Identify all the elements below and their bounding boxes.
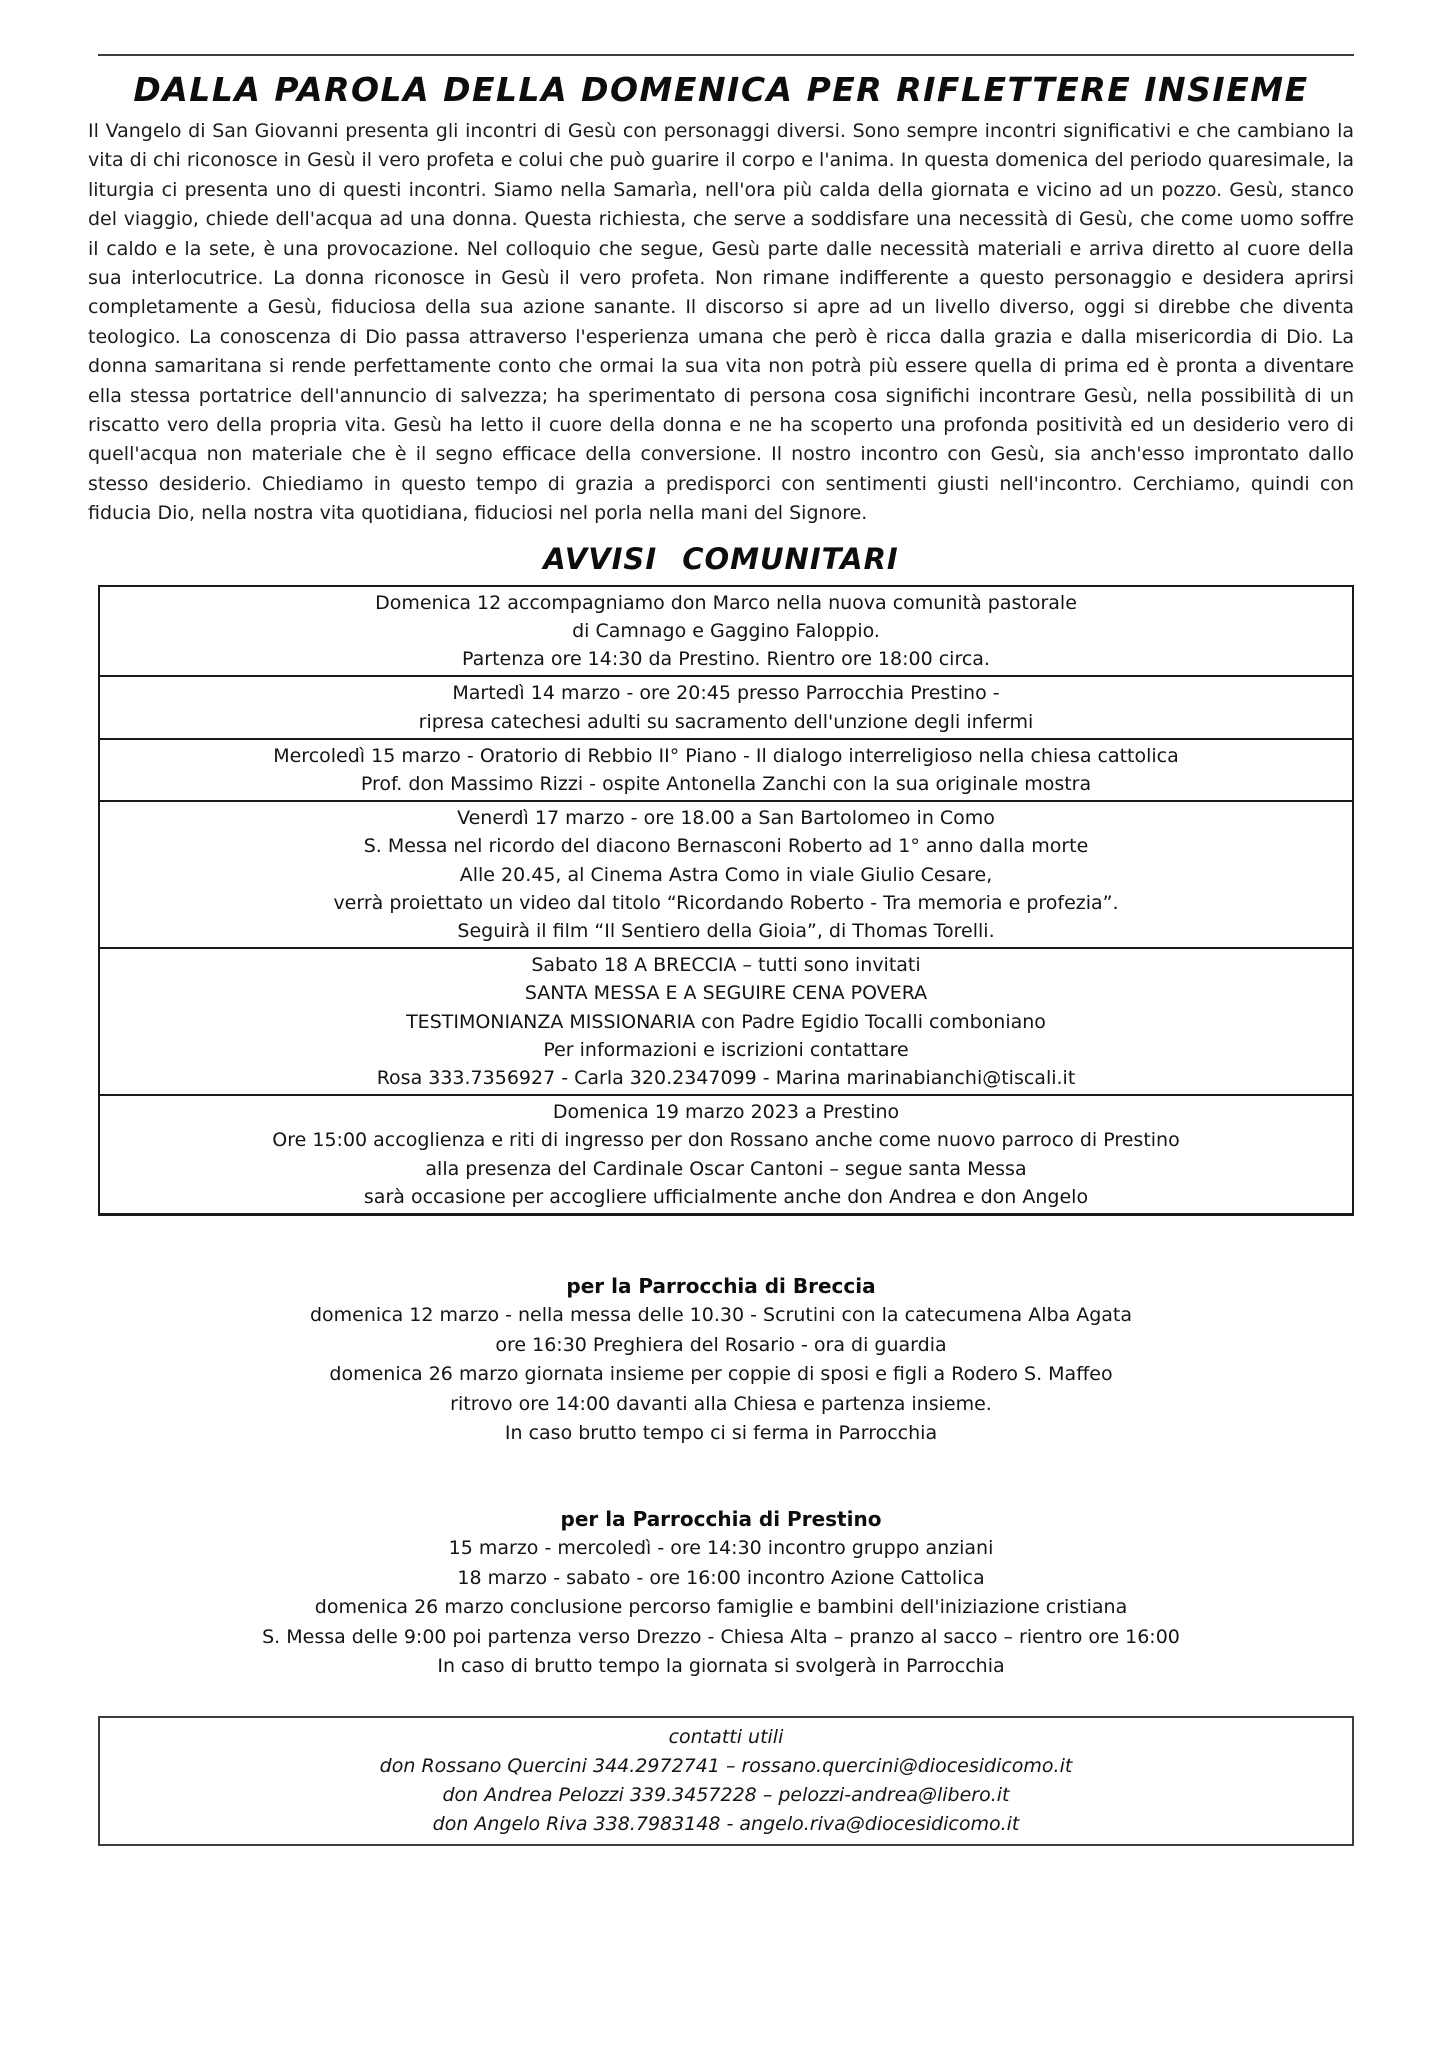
intro-paragraph: Il Vangelo di San Giovanni presenta gli incontri di Gesù con personaggi diversi. Sono sempre incontri significativi e che cambiano la vita di chi riconosce in Gesù il vero profeta e colui che può guarire il corpo e l'anima. In questa domenica del periodo quaresimale, la liturgia ci presenta uno di questi incontri. Siamo nella Samarìa, nell'ora più calda della giornata e vicino ad un pozzo. Gesù, stanco del viaggio, chiede dell'acqua ad una donna. Questa richiesta, che serve a soddisfare una necessità di Gesù, che come uomo soffre il caldo e la sete, è una provocazione. Nel colloquio che segue, Gesù parte dalle necessità materiali e arriva diretto al cuore della sua interlocutrice. La donna riconosce in Gesù il vero profeta. Non rimane indifferente a questo personaggio e desidera aprirsi completamente a Gesù, fiduciosa della sua azione sanante. Il discorso si apre ad un livello diverso, oggi si direbbe che diventa teologico. La conoscenza di Dio passa attraverso l'esperienza umana che però è ricca dalla grazia e dalla misericordia di Dio. La donna samaritana si rende perfettamente conto che ormai la sua vita non potrà più essere quella di prima ed è pronta a diventare ella stessa portatrice dell'annuncio di salvezza; ha sperimentato di persona cosa significhi incontrare Gesù, nella possibilità di un riscatto vero della propria vita. Gesù ha letto il cuore della donna e ne ha scoperto una profonda positività ed un desiderio vero di quell'acqua non materiale che è il segno efficace della conversione. Il nostro incontro con Gesù, sia anch'esso improntato dallo stesso desiderio. Chiediamo in questo tempo di grazia a predisporci con sentimenti giusti nell'incontro. Cerchiamo, quindi con fiducia Dio, nella nostra vita quotidiana, fiduciosi nel porla nella mani del Signore. bbox=[88, 120, 1354, 525]
avviso-line: Prof. don Massimo Rizzi - ospite Antonella Zanchi con la sua originale mostra bbox=[360, 772, 1092, 795]
avviso-row-mercoledi-15 bbox=[100, 738, 1352, 800]
avviso-line: Rosa 333.7356927 - Carla 320.2347099 - Marina marinabianchi@tiscali.it bbox=[376, 1066, 1076, 1089]
avviso-line: S. Messa nel ricordo del diacono Bernasconi Roberto ad 1° anno dalla morte bbox=[363, 835, 1089, 858]
section-heading-breccia: per la Parrocchia di Breccia bbox=[566, 1273, 876, 1298]
avviso-row-martedi-14 bbox=[100, 675, 1352, 737]
avviso-line: Venerdì 17 marzo - ore 18.00 a San Bartolomeo in Como bbox=[457, 807, 995, 830]
section-parrocchia-breccia bbox=[88, 1272, 1354, 1449]
section-line: ritrovo ore 14:00 davanti alla Chiesa e partenza insieme. bbox=[450, 1392, 992, 1415]
avviso-line: Ore 15:00 accoglienza e riti di ingresso per don Rossano anche come nuovo parroco di Prestino bbox=[272, 1129, 1180, 1152]
avviso-line: Mercoledì 15 marzo - Oratorio di Rebbio II° Piano - Il dialogo interreligioso nella chiesa cattolica bbox=[273, 744, 1179, 767]
avviso-row-venerdi-17 bbox=[100, 800, 1352, 947]
section-line: domenica 26 marzo giornata insieme per coppie di sposi e figli a Rodero S. Maffeo bbox=[329, 1363, 1113, 1386]
avviso-row-domenica-19 bbox=[100, 1094, 1352, 1213]
top-divider bbox=[98, 54, 1354, 56]
avviso-line: Domenica 12 accompagniamo don Marco nella nuova comunità pastorale bbox=[375, 591, 1077, 614]
section-heading-prestino: per la Parrocchia di Prestino bbox=[560, 1506, 882, 1531]
avviso-line: Domenica 19 marzo 2023 a Prestino bbox=[552, 1101, 900, 1124]
contact-line: don Rossano Quercini 344.2972741 – rossano.quercini@diocesidicomo.it bbox=[379, 1754, 1073, 1777]
section-line: ore 16:30 Preghiera del Rosario - ora di guardia bbox=[495, 1333, 947, 1356]
avviso-line: ripresa catechesi adulti su sacramento dell'unzione degli infermi bbox=[418, 710, 1034, 733]
avviso-line: Martedì 14 marzo - ore 20:45 presso Parrocchia Prestino - bbox=[452, 682, 1000, 705]
avviso-line: alla presenza del Cardinale Oscar Cantoni – segue santa Messa bbox=[425, 1157, 1027, 1180]
section-line: In caso brutto tempo ci si ferma in Parrocchia bbox=[504, 1422, 938, 1445]
avviso-line: Alle 20.45, al Cinema Astra Como in viale Giulio Cesare, bbox=[459, 863, 993, 886]
avvisi-table bbox=[98, 585, 1354, 1216]
section-line: 18 marzo - sabato - ore 16:00 incontro Azione Cattolica bbox=[457, 1566, 985, 1589]
avvisi-heading: AVVISI COMUNITARI bbox=[543, 541, 899, 576]
avviso-line: di Camnago e Gaggino Faloppio. bbox=[572, 619, 880, 642]
content-column bbox=[88, 54, 1354, 1846]
avviso-line: Per informazioni e iscrizioni contattare bbox=[543, 1038, 909, 1061]
contact-line: don Angelo Riva 338.7983148 - angelo.riva@diocesidicomo.it bbox=[432, 1812, 1020, 1835]
section-line: domenica 26 marzo conclusione percorso famiglie e bambini dell'iniziazione cristiana bbox=[314, 1596, 1128, 1619]
page-title: DALLA PAROLA DELLA DOMENICA PER RIFLETTERE INSIEME bbox=[133, 70, 1309, 109]
contact-line: don Andrea Pelozzi 339.3457228 – pelozzi-andrea@libero.it bbox=[442, 1783, 1010, 1806]
section-line: 15 marzo - mercoledì - ore 14:30 incontro gruppo anziani bbox=[448, 1537, 994, 1560]
contacts-heading: contatti utili bbox=[668, 1725, 784, 1748]
avviso-line: Seguirà il film “Il Sentiero della Gioia”, di Thomas Torelli. bbox=[457, 919, 995, 942]
contacts-box bbox=[98, 1716, 1354, 1846]
avviso-line: sarà occasione per accogliere ufficialmente anche don Andrea e don Angelo bbox=[363, 1185, 1089, 1208]
avviso-row-sabato-18 bbox=[100, 947, 1352, 1094]
avviso-line: verrà proiettato un video dal titolo “Ricordando Roberto - Tra memoria e profezia”. bbox=[333, 891, 1119, 914]
section-parrocchia-prestino bbox=[88, 1505, 1354, 1682]
avviso-line: TESTIMONIANZA MISSIONARIA con Padre Egidio Tocalli comboniano bbox=[406, 1010, 1046, 1033]
avviso-line: Sabato 18 A BRECCIA – tutti sono invitati bbox=[531, 954, 921, 977]
avviso-line: SANTA MESSA E A SEGUIRE CENA POVERA bbox=[524, 982, 928, 1005]
section-line: S. Messa delle 9:00 poi partenza verso Drezzo - Chiesa Alta – pranzo al sacco – rientro ore 16:00 bbox=[262, 1625, 1180, 1648]
avviso-row-domenica-12 bbox=[100, 587, 1352, 676]
avviso-line: Partenza ore 14:30 da Prestino. Rientro ore 18:00 circa. bbox=[462, 648, 990, 671]
section-line: In caso di brutto tempo la giornata si svolgerà in Parrocchia bbox=[437, 1655, 1005, 1678]
section-line: domenica 12 marzo - nella messa delle 10.30 - Scrutini con la catecumena Alba Agata bbox=[309, 1304, 1133, 1327]
